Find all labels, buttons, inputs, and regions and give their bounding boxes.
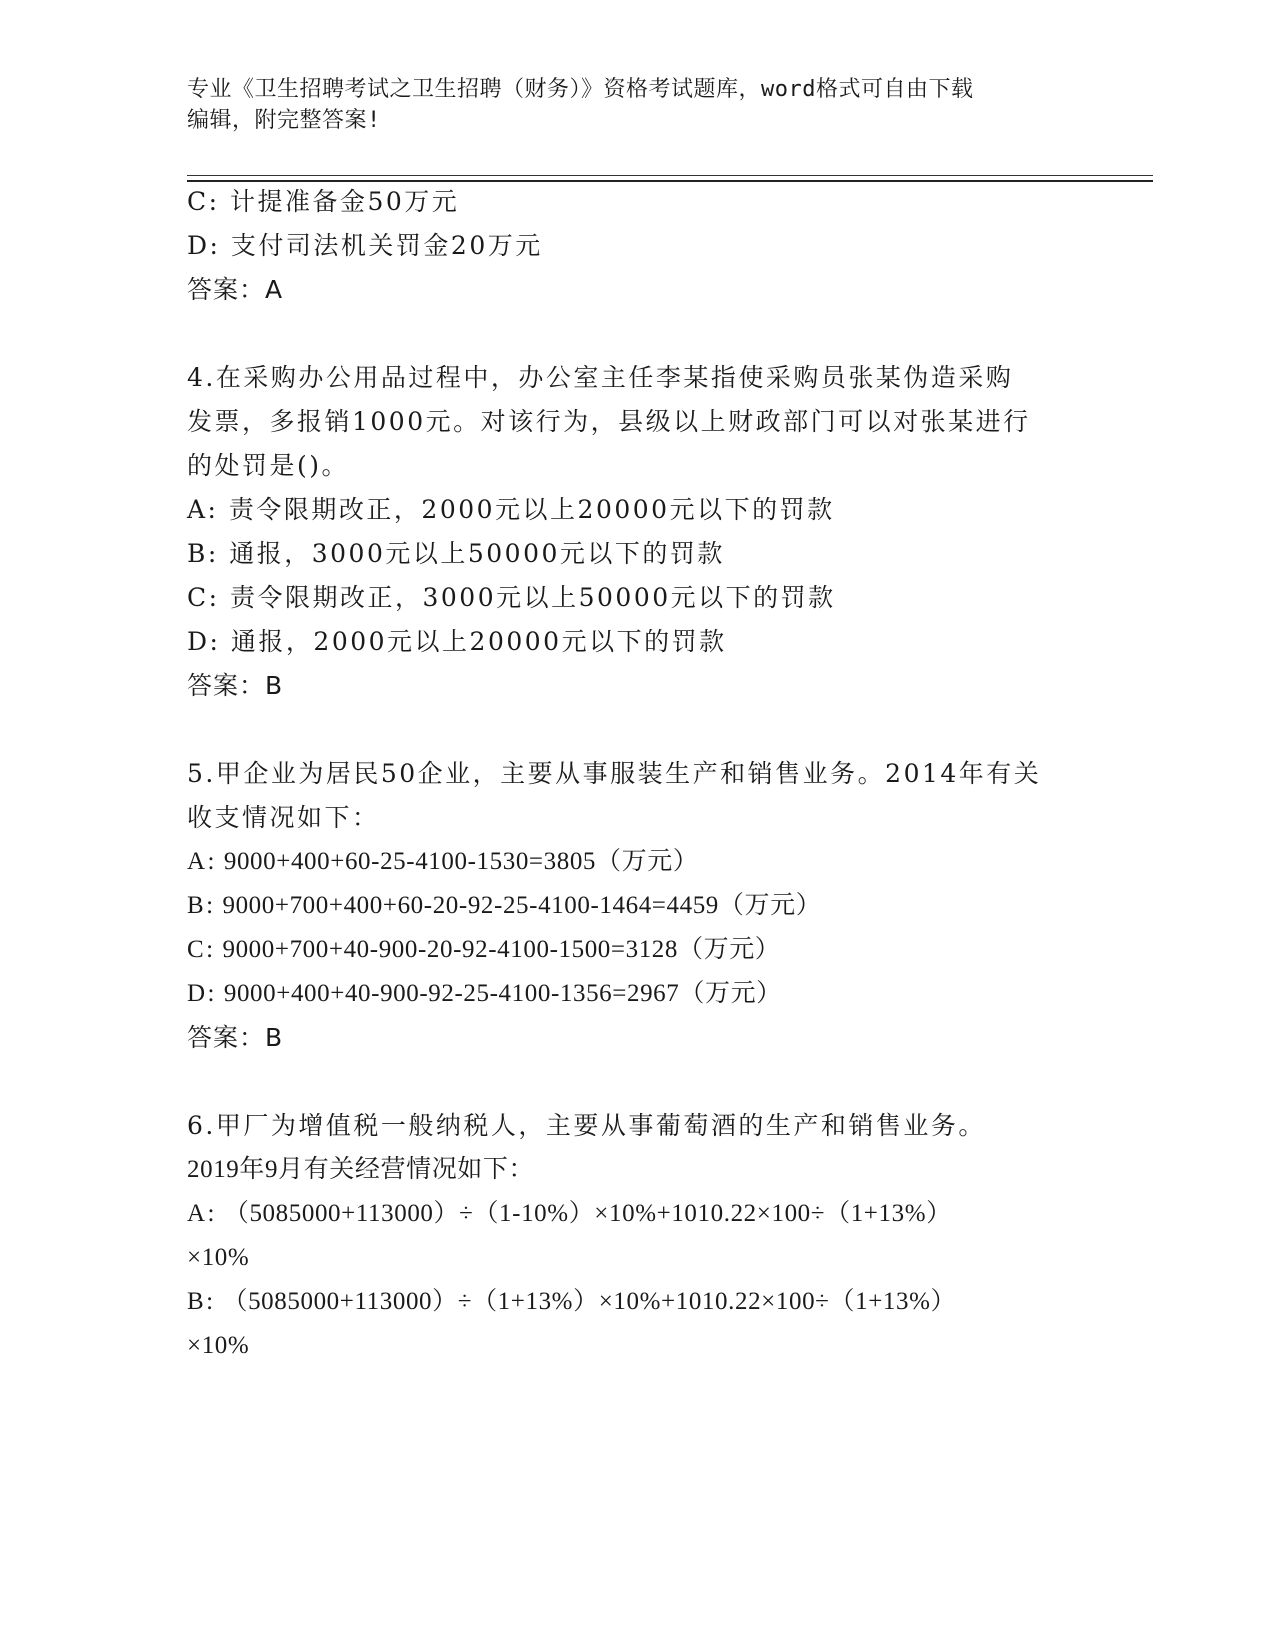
header-line-2: 编辑，附完整答案! [187,108,381,133]
q3-option-d: D: 支付司法机关罚金20万元 [187,231,543,260]
q6-stem-line-2: 2019年9月有关经营情况如下： [187,1156,535,1183]
header-rule-thin [187,175,1153,176]
option-text: 9000+700+400+60-20-92-25-4100-1464=4459（万元） [222,892,822,919]
header-rule-thick [187,180,1153,182]
q5-option-d [187,977,782,1011]
q5-stem-line-2: 收支情况如下： [187,803,380,832]
q4-stem-line-1: 4.在采购办公用品过程中，办公室主任李某指使采购员张某伪造采购 [187,363,1014,392]
q4-answer: 答案：B [187,671,284,700]
option-label: B: [187,1288,216,1315]
option-text: （5085000+113000）÷（1+13%）×10%+1010.22×100÷（1+13%） [222,1288,957,1315]
q5-option-b [187,889,821,923]
q6-option-b [187,1285,956,1319]
q5-option-a [187,845,698,879]
q3-answer: 答案：A [187,275,284,304]
option-label: B: [187,892,216,919]
option-label: A: [187,1200,217,1227]
option-text: （5085000+113000）÷（1-10%）×10%+1010.22×100÷（1+13%） [223,1200,952,1227]
option-text: 9000+400+60-25-4100-1530=3805（万元） [223,848,699,875]
q5-option-c [187,933,780,967]
q4-option-b: B: 通报，3000元以上50000元以下的罚款 [187,539,725,568]
header-line-1: 专业《卫生招聘考试之卫生招聘（财务）》资格考试题库，word格式可自由下载 [187,77,974,102]
q4-option-c: C: 责令限期改正，3000元以上50000元以下的罚款 [187,583,836,612]
document-header [187,74,1087,136]
option-text: 9000+700+40-900-20-92-4100-1500=3128（万元） [222,936,781,963]
q4-stem-line-3: 的处罚是()。 [187,451,350,480]
q6-stem-line-1: 6.甲厂为增值税一般纳税人，主要从事葡萄酒的生产和销售业务。 [187,1111,986,1140]
option-label: C: [187,936,216,963]
q5-stem-line-1: 5.甲企业为居民50企业，主要从事服装生产和销售业务。2014年有关 [187,759,1042,788]
q4-stem-line-2: 发票，多报销1000元。对该行为，县级以上财政部门可以对张某进行 [187,407,1031,436]
option-text: 9000+400+40-900-92-25-4100-1356=2967（万元） [223,980,782,1007]
q4-option-d: D: 通报，2000元以上20000元以下的罚款 [187,627,727,656]
q4-option-a: A: 责令限期改正，2000元以上20000元以下的罚款 [187,495,835,524]
option-label: A: [187,848,217,875]
q6-option-a-continued: ×10% [187,1244,250,1271]
option-label: D: [187,980,217,1007]
q6-option-a [187,1197,952,1231]
q5-answer: 答案：B [187,1023,284,1052]
q6-option-b-continued: ×10% [187,1332,250,1359]
q3-option-c: C: 计提准备金50万元 [187,187,460,216]
